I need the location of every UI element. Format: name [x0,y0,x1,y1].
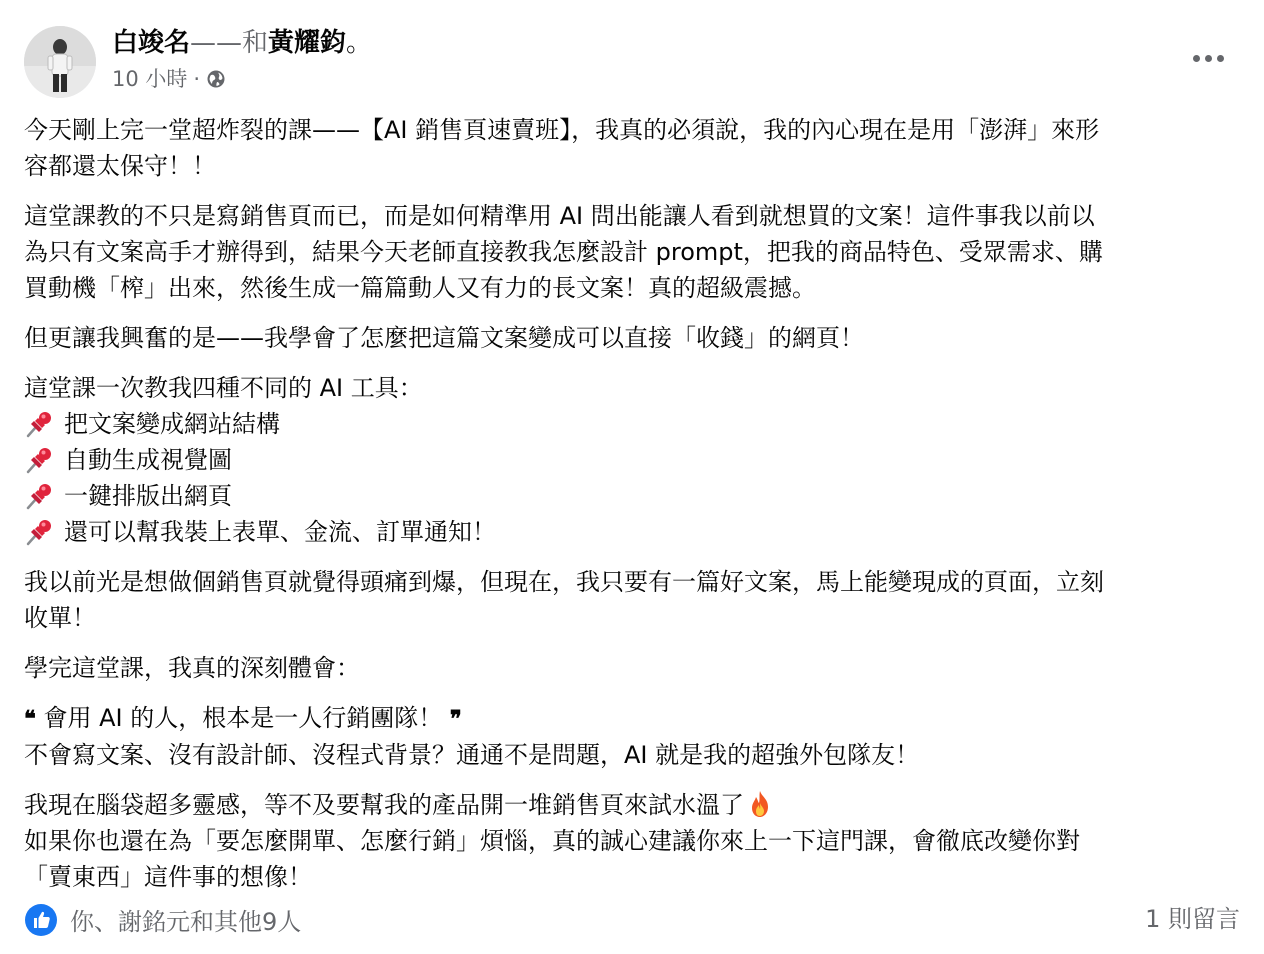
reactors-text: 你、謝銘元和其他9人 [70,908,302,936]
text-line: 為只有文案高手才辦得到，結果今天老師直接教我怎麼設計 prompt，把我的商品特色、受眾需求、購 [24,238,1103,266]
pushpin-icon [24,409,54,439]
text-line-with-fire [24,787,1240,823]
tool-item-text: 還可以幫我裝上表單、金流、訂單通知！ [64,518,496,546]
tools-intro: 這堂課一次教我四種不同的 AI 工具： [24,374,423,402]
tool-item [24,514,1240,550]
post-body [24,112,1240,909]
text-line: 今天剛上完一堂超炸裂的課——【AI 銷售頁速賣班】，我真的必須說，我的內心現在是用「澎湃」來形 [24,116,1100,144]
tool-item [24,478,1240,514]
pushpin-icon [24,517,54,547]
text-line: 但更讓我興奮的是——我學會了怎麼把這篇文案變成可以直接「收錢」的網頁！ [24,324,864,352]
comment-count-link[interactable]: 1 則留言 [1145,905,1240,933]
author-line [112,26,372,60]
globe-icon[interactable] [206,69,226,89]
quote-text: 會用 AI 的人，根本是一人行銷團隊！ [43,704,443,732]
paragraph-5 [24,564,1240,636]
timestamp-link[interactable]: 10 小時 [112,67,188,91]
text-line: 「賣東西」這件事的想像！ [24,863,312,891]
tool-item-text: 一鍵排版出網頁 [64,482,232,510]
reactions-summary[interactable] [24,902,301,937]
text-line: 這堂課教的不只是寫銷售頁而已，而是如何精準用 AI 問出能讓人看到就想買的文案！這件事我以前以 [24,202,1095,230]
quote-open-icon: ❝ [24,706,36,732]
tool-item-text: 自動生成視覺圖 [64,446,232,474]
tool-item [24,442,1240,478]
paragraph-6 [24,650,1240,686]
like-reaction-icon [24,903,58,937]
paragraph-8 [24,787,1240,895]
text-line: 我以前光是想做個銷售頁就覺得頭痛到爆，但現在，我只要有一篇好文案，馬上能變現成的頁面，立刻 [24,568,1104,596]
post-meta [112,64,226,94]
paragraph-tools [24,370,1240,550]
more-horizontal-icon [1193,55,1224,62]
author-avatar[interactable] [24,26,96,98]
paragraph-2 [24,198,1240,306]
text-line: 收單！ [24,604,96,632]
avatar-image [24,26,96,98]
text-line: 如果你也還在為「要怎麼開單、怎麼行銷」煩惱，真的誠心建議你來上一下這門課，會徹底改變你對 [24,827,1080,855]
tool-item [24,406,1240,442]
meta-separator: · [193,67,201,91]
quote-line [24,700,1240,737]
tagged-person-link[interactable]: 黃耀鈞 [268,28,347,58]
text-line: 我現在腦袋超多靈感，等不及要幫我的產品開一堆銷售頁來試水溫了 [24,791,744,819]
text-line: 不會寫文案、沒有設計師、沒程式背景？通通不是問題，AI 就是我的超強外包隊友！ [24,741,920,769]
text-line: 學完這堂課，我真的深刻體會： [24,654,360,682]
pushpin-icon [24,445,54,475]
pushpin-icon [24,481,54,511]
paragraph-1 [24,112,1240,184]
post-footer [24,898,1240,942]
text-line: 買動機「榨」出來，然後生成一篇篇動人又有力的長文案！真的超級震撼。 [24,274,816,302]
author-name-link[interactable]: 白竣名 [112,28,191,58]
paragraph-3 [24,320,1240,356]
more-options-button[interactable] [1186,38,1230,78]
quote-close-icon: ❞ [449,706,462,732]
text-line: 容都還太保守！！ [24,152,216,180]
tool-item-text: 把文案變成網站結構 [64,410,280,438]
paragraph-quote [24,700,1240,773]
period-text: 。 [346,28,373,58]
with-text: ——和 [190,28,269,58]
fire-icon [746,789,774,819]
